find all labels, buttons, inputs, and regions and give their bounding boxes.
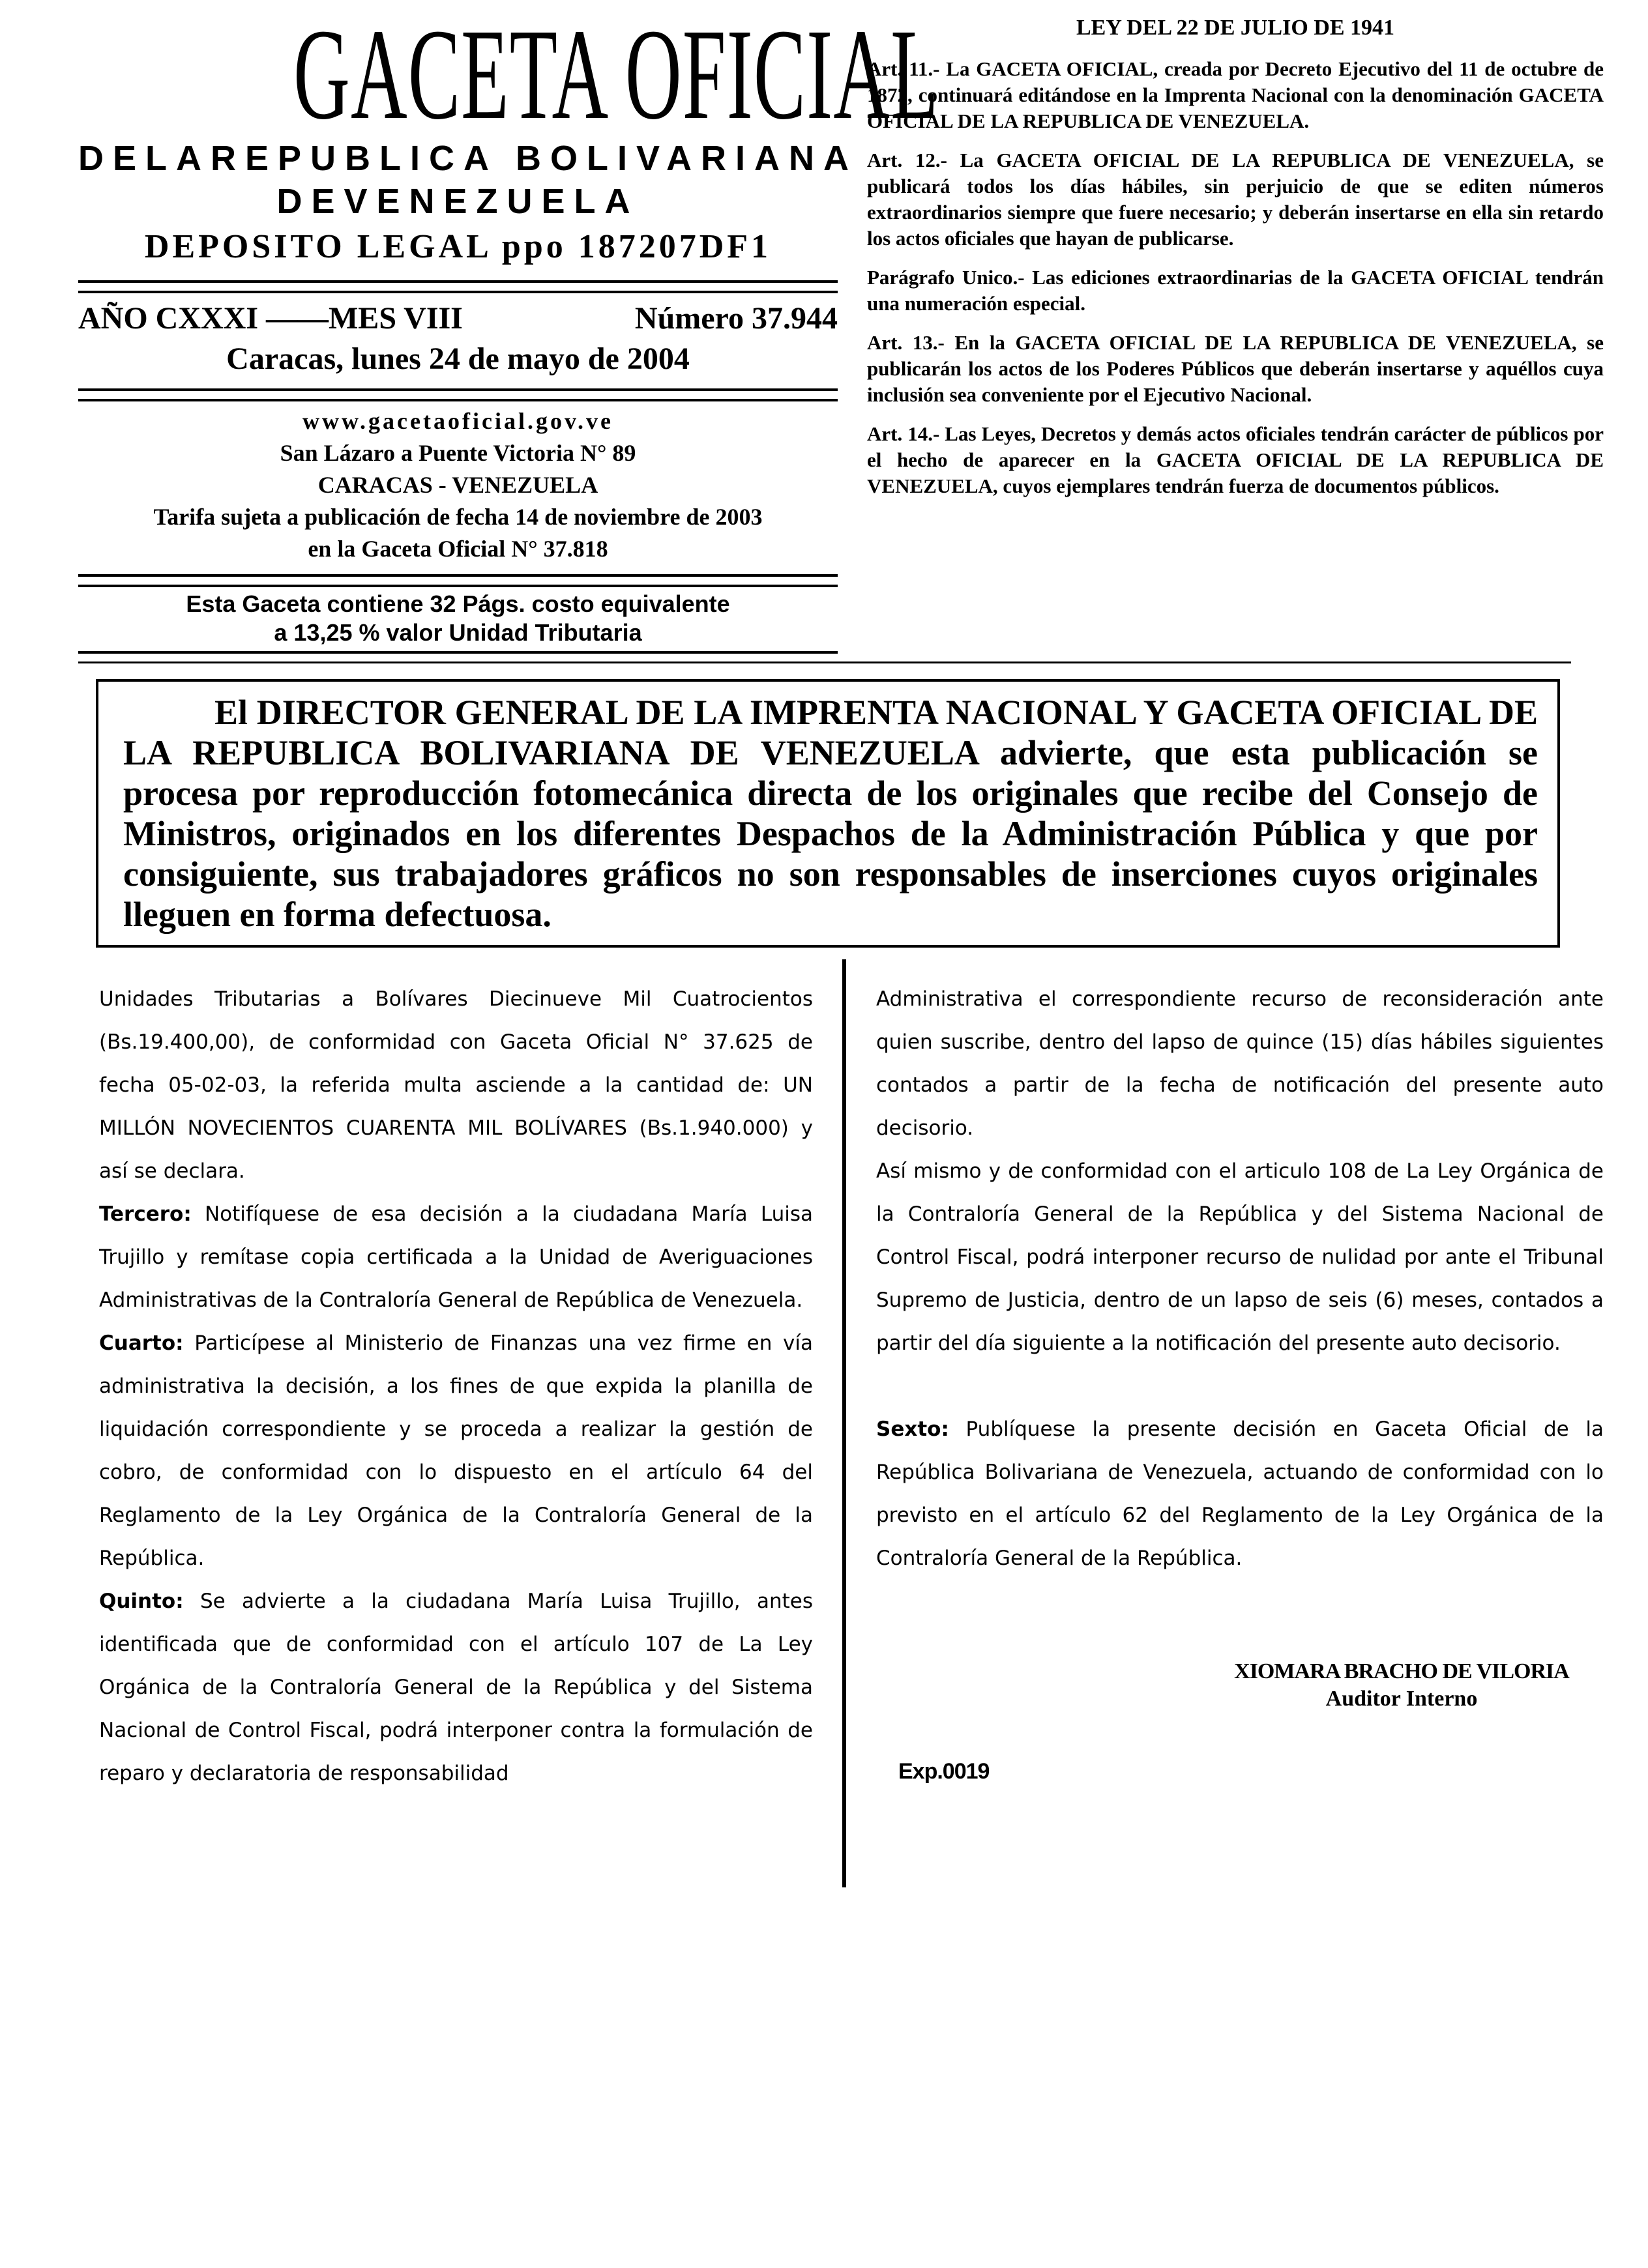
right-column (876, 978, 1604, 1784)
divider (78, 651, 838, 654)
masthead-subtitle-country: DEVENEZUELA (276, 182, 640, 221)
paragraph-quinto (99, 1580, 813, 1795)
law-article-14: Art. 14.- Las Leyes, Decretos y demás actos oficiales tendrán carácter de públicos por el hecho de aparecer en la GACETA OFICIAL DE LA REPUBLICA DE VENEZUELA, cuyos ejemplares tendrán fuerza de documentos públicos. (867, 422, 1604, 497)
issue-period (78, 298, 463, 339)
law-article-13: Art. 13.- En la GACETA OFICIAL DE LA REPUBLICA DE VENEZUELA, se publicarán los actos de los Poderes Públicos que deberán insertarse y aquéllos cuya inclusión sea conveniente por el Ejecutivo Nacional. (867, 331, 1604, 406)
signature-role: Auditor Interno (1325, 1687, 1478, 1711)
deposito-legal: DEPOSITO LEGAL ppo 187207DF1 (144, 228, 772, 265)
masthead-title: GACETA OFICIAL (293, 3, 939, 147)
divider (78, 280, 838, 283)
divider (78, 585, 838, 587)
law-article-11: Art. 11.- La GACETA OFICIAL, creada por Decreto Ejecutivo del 11 de octubre de 1872, continuará editándose en la Imprenta Nacional con la denominación GACETA OFICIAL DE LA REPUBLICA DE VENEZUELA. (867, 57, 1604, 132)
expediente-number: Exp.0019 (898, 1759, 990, 1784)
divider (78, 662, 1571, 663)
left-column (99, 978, 813, 1795)
paragraph-cuarto (99, 1322, 813, 1580)
tercero-label: Tercero: (99, 1202, 192, 1226)
masthead-subtitle: DELAREPUBLICA BOLIVARIANA (78, 139, 858, 178)
sexto-label: Sexto: (876, 1418, 949, 1441)
tariff-line: Tarifa sujeta a publicación de fecha 14 de noviembre de 2003 (153, 504, 763, 530)
issue-date: Caracas, lunes 24 de mayo de 2004 (226, 342, 690, 376)
right-column-text (876, 978, 1604, 1580)
paragraph-nulidad: Así mismo y de conformidad con el articulo 108 de La Ley Orgánica de la Contraloría General de la República y del Sistema Nacional de Control Fiscal, podrá interponer recurso de nulidad por ante el Tribunal Supremo de Justicia, dentro de un lapso de seis (6) meses, contados a partir del día siguiente a la notificación del presente auto decisorio. (876, 1159, 1604, 1355)
masthead (78, 3, 939, 654)
signature-name: XIOMARA BRACHO DE VILORIA (1234, 1659, 1569, 1683)
signature-block (1199, 1658, 1604, 1713)
paragraph-tercero (99, 1193, 813, 1322)
notice-text: El DIRECTOR GENERAL DE LA IMPRENTA NACIONAL Y GACETA OFICIAL DE LA REPUBLICA BOLIVARIANA DE VENEZUELA advierte, que esta publicación se procesa por reproducción fotomecánica directa de los originales que recibe del Consejo de Ministros, originados en los diferentes Despachos de la Administración Pública y que por consiguiente, sus trabajadores gráficos no son responsables de inserciones cuyos originales lleguen en forma defectuosa. (123, 693, 1538, 934)
sexto-text: Publíquese la presente decisión en Gaceta Oficial de la República Bolivariana de Venezuela, actuando de conformidad con lo previsto en el artículo 62 del Reglamento de la Ley Orgánica de la Contraloría General de la República. (876, 1418, 1604, 1570)
dash-separator: —— (266, 301, 329, 336)
cost-line: Esta Gaceta contiene 32 Págs. costo equivalente (186, 590, 730, 617)
website-url: www.gacetaoficial.gov.ve (302, 408, 613, 434)
month-label: MES VIII (329, 301, 463, 336)
divider (78, 291, 838, 293)
law-paragraph-unico: Parágrafo Unico.- Las ediciones extraordinarias de la GACETA OFICIAL tendrán una numeración especial. (867, 266, 1604, 315)
tariff-reference: en la Gaceta Oficial N° 37.818 (308, 536, 608, 562)
quinto-text: Se advierte a la ciudadana María Luisa Trujillo, antes identificada que de conformidad con el artículo 107 de La Ley Orgánica de la Contraloría General de la República y del Sistema Nacional de Control Fiscal, podrá interponer contra la formulación de reparo y declaratoria de responsabilidad (99, 1590, 813, 1785)
paragraph-reconsideracion: Administrativa el correspondiente recurso de reconsideración ante quien suscribe, dentro del lapso de quince (15) días hábiles siguientes contados a partir de la fecha de notificación del presente auto decisorio. (876, 987, 1604, 1140)
quinto-label: Quinto: (99, 1590, 184, 1613)
law-article-12: Art. 12.- La GACETA OFICIAL DE LA REPUBLICA DE VENEZUELA, se publicará todos los días hábiles, sin perjuicio de que se editen números extraordinarios siempre que fuere necesario; y deberán insertarse en ella sin retardo los actos oficiales que hayan de publicarse. (867, 149, 1604, 250)
divider (78, 574, 838, 577)
paragraph-sexto (876, 1408, 1604, 1580)
issue-number: Número 37.944 (634, 301, 838, 336)
law-block (867, 13, 1604, 499)
divider (78, 388, 838, 391)
law-title: LEY DEL 22 DE JULIO DE 1941 (1076, 16, 1395, 40)
year-label: AÑO CXXXI (78, 301, 258, 336)
paragraph-multa: Unidades Tributarias a Bolívares Diecinueve Mil Cuatrocientos (Bs.19.400,00), de conformidad con Gaceta Oficial N° 37.625 de fecha 05-02-03, la referida multa asciende a la cantidad de: UN MILLÓN NOVECIENTOS CUARENTA MIL BOLÍVARES (Bs.1.940.000) y así se declara. (99, 987, 813, 1183)
column-divider (842, 959, 846, 1887)
masthead-title-wrap (78, 3, 939, 147)
address: San Lázaro a Puente Victoria N° 89 (280, 440, 636, 466)
city: CARACAS - VENEZUELA (317, 472, 598, 498)
body-area (99, 978, 1604, 1887)
issue-info (78, 298, 838, 339)
notice-box (96, 679, 1560, 948)
cuarto-text: Particípese al Ministerio de Finanzas una vez firme en vía administrativa la decisión, a los fines de que expida la planilla de liquidación correspondiente y se proceda a realizar la gestión de cobro, de conformidad con lo dispuesto en el artículo 64 del Reglamento de la Ley Orgánica de la Contraloría General de la República. (99, 1331, 813, 1570)
cost-unit: a 13,25 % valor Unidad Tributaria (274, 619, 642, 646)
cuarto-label: Cuarto: (99, 1331, 184, 1355)
divider (78, 399, 838, 401)
tercero-text: Notifíquese de esa decisión a la ciudadana María Luisa Trujillo y remítase copia certificada a la Unidad de Averiguaciones Administrativas de la Contraloría General de República de Venezuela. (99, 1202, 813, 1312)
